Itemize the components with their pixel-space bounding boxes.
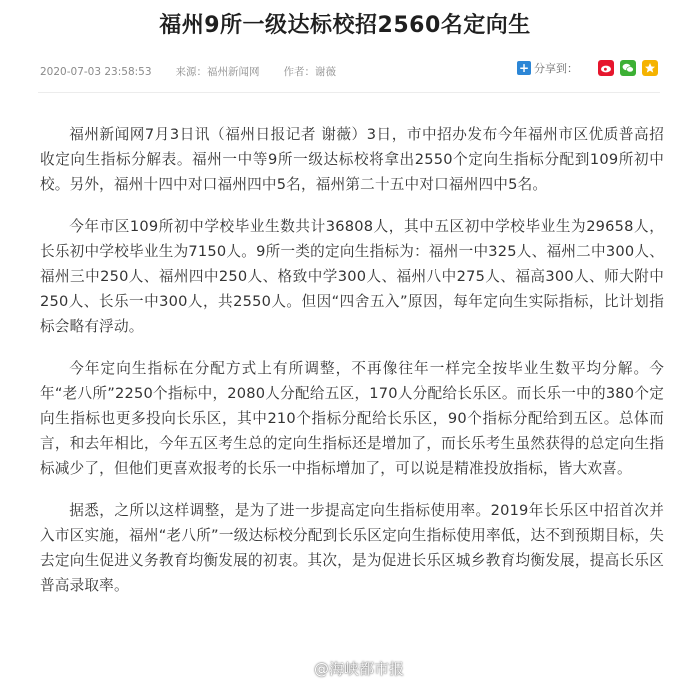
qzone-share-icon[interactable] xyxy=(642,60,658,76)
paragraph: 福州新闻网7月3日讯（福州日报记者 谢薇）3日，市中招办发布今年福州市区优质普高招收定向生指标分解表。福州一中等9所一级达标校将拿出2550个定向生指标分配到109所初中校。另外，福州十四中对口福州四中5名，福州第二十五中对口福州四中5名。 xyxy=(40,126,664,193)
share-label: 分享到： xyxy=(534,62,578,75)
weibo-share-icon[interactable] xyxy=(598,60,614,76)
article-meta xyxy=(40,64,336,79)
share-plus-icon[interactable]: + xyxy=(518,61,530,75)
publish-date: 2020-07-03 23:58:53 xyxy=(40,66,152,78)
paragraph: 据悉，之所以这样调整，是为了进一步提高定向生指标使用率。2019年长乐区中招首次并入市区实施，福州“老八所”一级达标校分配到长乐区定向生指标使用率低，达不到预期目标，失去定向生促进义务教育均衡发展的初衷。其次，是为促进长乐区城乡教育均衡发展，提高长乐区普高录取率。 xyxy=(40,502,664,594)
share-bar xyxy=(517,60,658,76)
article-source: 来源：福州新闻网 xyxy=(175,66,260,78)
weibo-logo-icon xyxy=(290,661,310,677)
wechat-share-icon[interactable] xyxy=(620,60,636,76)
watermark xyxy=(290,658,404,679)
header-divider xyxy=(38,92,660,93)
paragraph: 今年定向生指标在分配方式上有所调整，不再像往年一样完全按毕业生数平均分解。今年“老八所”2250个指标中，2080人分配给五区，170人分配给长乐区。而长乐一中的380个定向生指标也更多投向长乐区，其中210个指标分配给长乐区，90个指标分配给到五区。总体而言，和去年相比，今年五区考生总的定向生指标还是增加了，而长乐考生虽然获得的总定向生指标减少了，但他们更喜欢报考的长乐一中指标增加了，可以说是精准投放指标，皆大欢喜。 xyxy=(40,360,664,477)
watermark-text: @海峡都市报 xyxy=(314,660,405,678)
article-body xyxy=(40,122,664,615)
paragraph: 今年市区109所初中学校毕业生数共计36808人，其中五区初中学校毕业生为29658人，长乐初中学校毕业生为7150人。9所一类的定向生指标为：福州一中325人、福州二中300人、福州三中250人、福州四中250人、格致中学300人、福州八中275人、福高300人、师大附中250人、长乐一中300人，共2550人。但因“四舍五入”原因，每年定向生实际指标，比计划指标会略有浮动。 xyxy=(40,218,664,335)
article-author: 作者：谢薇 xyxy=(283,66,337,78)
article-title: 福州9所一级达标校招2560名定向生 xyxy=(159,13,531,38)
